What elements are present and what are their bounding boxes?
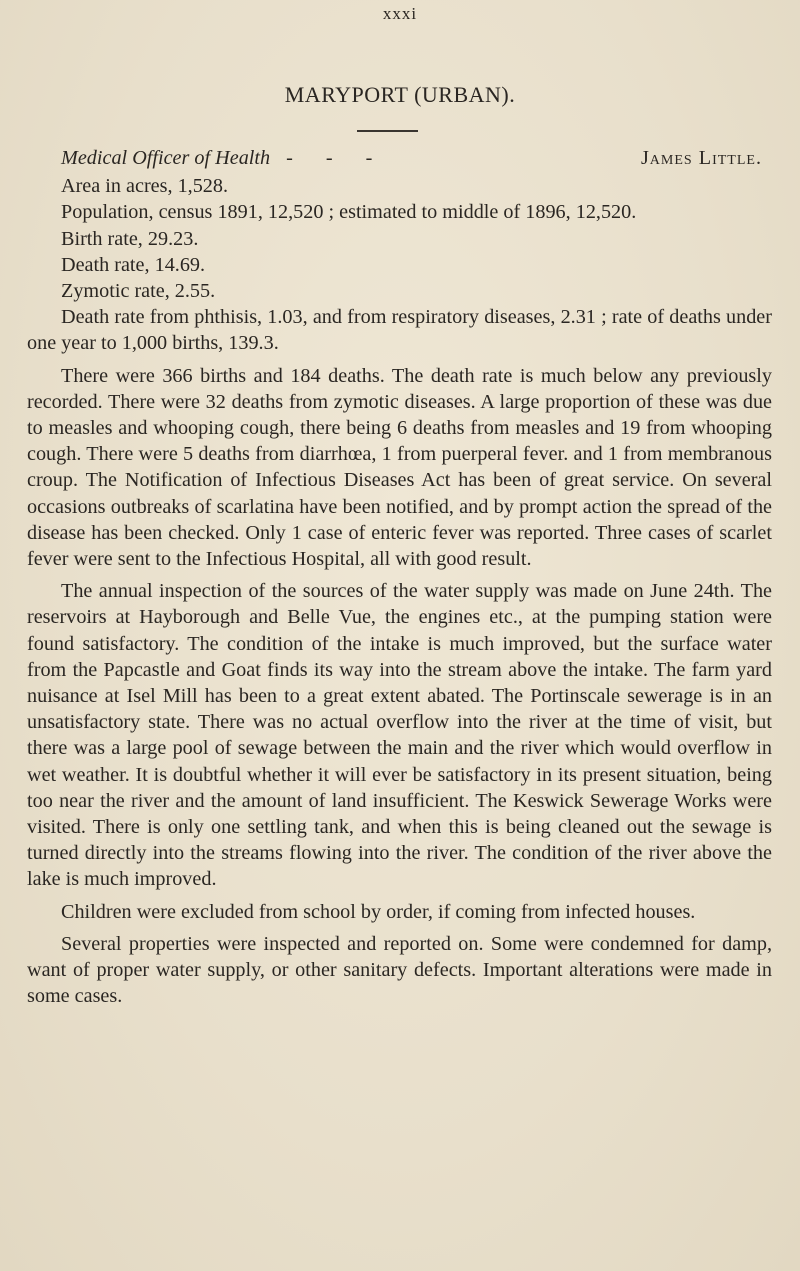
stat-zymotic-rate: Zymotic rate, 2.55. <box>61 280 216 303</box>
medical-officer-label: Medical Officer of Health <box>61 147 271 169</box>
stat-population: Population, census 1891, 12,520 ; estimated to middle of 1896, 12,520. <box>61 201 637 224</box>
leader-dashes: - - - <box>286 147 387 169</box>
stat-birth-rate: Birth rate, 29.23. <box>61 227 199 250</box>
report-body <box>27 145 772 1016</box>
paragraph-property-inspection: Several properties were inspected and reported on. Some were condemned for damp, want of proper water supply, or other sanitary defects. Important alterations were made in some cases. <box>27 932 772 1008</box>
stat-area: Area in acres, 1,528. <box>61 175 229 198</box>
page-title: MARYPORT (URBAN). <box>284 82 516 107</box>
paragraph-school-exclusion: Children were excluded from school by order, if coming from infected houses. <box>61 900 696 923</box>
paragraph-births-deaths: There were 366 births and 184 deaths. The death rate is much below any previously recorded. There were 32 deaths from zymotic diseases. A large proportion of these was due to measles and whooping cough, there being 6 deaths from measles and 19 from whooping cough. There were 5 deaths from diarrhœa, 1 from puerperal fever. and 1 from membranous croup. The Notification of Infectious Diseases Act has been of great service. On several occasions outbreaks of scarlatina have been notified, and by prompt action the spread of the disease has been checked. Only 1 case of enteric fever was reported. Three cases of scarlet fever were sent to the Infectious Hospital, all with good result. <box>27 364 772 571</box>
medical-officer-name: James Little. <box>640 147 762 169</box>
title-divider <box>357 130 418 132</box>
page-number: xxxi <box>382 4 418 23</box>
stat-death-rate: Death rate, 14.69. <box>61 253 206 276</box>
medical-officer-line <box>27 145 772 171</box>
stat-phthisis: Death rate from phthisis, 1.03, and from respiratory diseases, 2.31 ; rate of deaths under one year to 1,000 births, 139.3. <box>27 306 772 355</box>
paragraph-water-supply: The annual inspection of the sources of the water supply was made on June 24th. The reservoirs at Hayborough and Belle Vue, the engines etc., at the pumping station were found satisfactory. The condition of the intake is much improved, but the surface water from the Papcastle and Goat finds its way into the stream above the intake. The farm yard nuisance at Isel Mill has been to a great extent abated. The Portinscale sewerage is in an unsatisfactory state. There was no actual overflow into the river at the time of visit, but there was a large pool of sewage between the main and the river which would overflow in wet weather. It is doubtful whether it will ever be satisfactory in its present situation, being too near the river and the amount of land insufficient. The Keswick Sewerage Works were visited. There is only one settling tank, and when this is being cleaned out the sewage is turned directly into the streams flowing into the river. The condition of the river above the lake is much improved. <box>27 580 772 891</box>
